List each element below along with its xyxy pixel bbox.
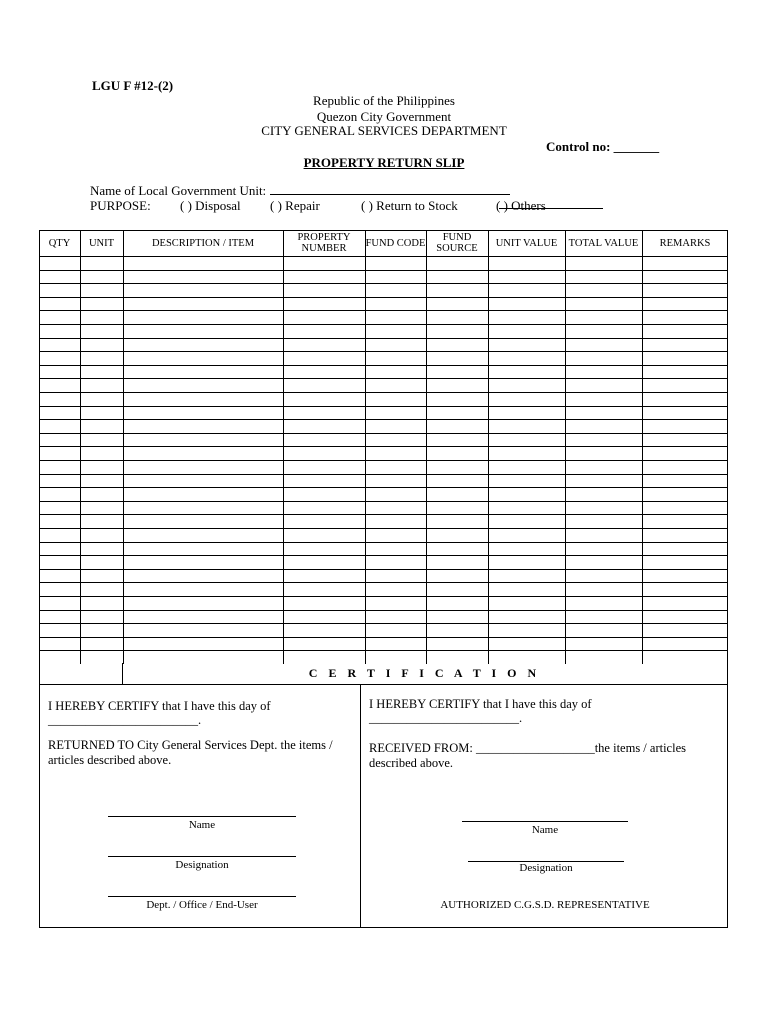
left-designation-line[interactable]: [108, 856, 296, 857]
column-header-fund-source: FUND SOURCE: [436, 232, 478, 254]
left-name-line[interactable]: [108, 816, 296, 817]
header-department: CITY GENERAL SERVICES DEPARTMENT: [261, 123, 507, 138]
left-returned-text: RETURNED TO City General Services Dept. the items / articles described above.: [48, 738, 333, 767]
purpose-return-to-stock[interactable]: ( ) Return to Stock: [361, 198, 458, 213]
purpose-label: PURPOSE:: [90, 198, 151, 213]
column-header-unit-value: UNIT VALUE: [495, 237, 558, 249]
left-name-label: Name: [188, 819, 216, 831]
right-footer-label: AUTHORIZED C.G.S.D. REPRESENTATIVE: [440, 899, 650, 911]
column-header-total-value: TOTAL VALUE: [568, 237, 639, 249]
certification-box: [39, 685, 728, 928]
right-date-line[interactable]: ________________________.: [369, 711, 523, 725]
items-table: [39, 230, 728, 664]
lgu-label: Name of Local Government Unit:: [90, 183, 267, 198]
form-code: LGU F #12-(2): [92, 78, 174, 93]
right-designation-label: Designation: [519, 862, 573, 874]
left-dept-line[interactable]: [108, 896, 296, 897]
column-header-qty: QTY: [48, 237, 71, 249]
form-title: PROPERTY RETURN SLIP: [303, 155, 465, 170]
lgu-input-line[interactable]: [270, 183, 510, 195]
right-name-label: Name: [531, 824, 559, 836]
purpose-disposal[interactable]: ( ) Disposal: [180, 198, 241, 213]
control-number: Control no: _______: [546, 139, 660, 154]
right-certify-text: I HEREBY CERTIFY that I have this day of: [369, 697, 592, 711]
certification-band: [39, 663, 728, 685]
certification-title: C E R T I F I C A T I O N: [308, 666, 541, 680]
column-header-description: DESCRIPTION / ITEM: [151, 237, 255, 249]
left-designation-label: Designation: [175, 859, 229, 871]
purpose-row: PURPOSE: ( ) Disposal ( ) Repair ( ) Return to Stock ( ) Others: [90, 198, 690, 214]
column-header-unit: UNIT: [88, 237, 115, 249]
left-date-line[interactable]: ________________________.: [48, 713, 202, 727]
left-dept-label: Dept. / Office / End-User: [146, 899, 258, 911]
header-country: Republic of the Philippines: [313, 93, 455, 108]
right-received-text: RECEIVED FROM: ___________________the items / articles described above.: [369, 741, 686, 770]
table-grid: [39, 230, 728, 664]
header-city: Quezon City Government: [316, 109, 452, 124]
column-header-property-number: PROPERTY NUMBER: [297, 232, 351, 254]
left-certify-text: I HEREBY CERTIFY that I have this day of: [48, 699, 271, 713]
right-name-line[interactable]: [462, 821, 628, 822]
column-header-fund-code: FUND CODE: [365, 237, 426, 249]
lgu-field: [90, 183, 510, 199]
column-header-remarks: REMARKS: [659, 237, 711, 249]
purpose-repair[interactable]: ( ) Repair: [270, 198, 320, 213]
